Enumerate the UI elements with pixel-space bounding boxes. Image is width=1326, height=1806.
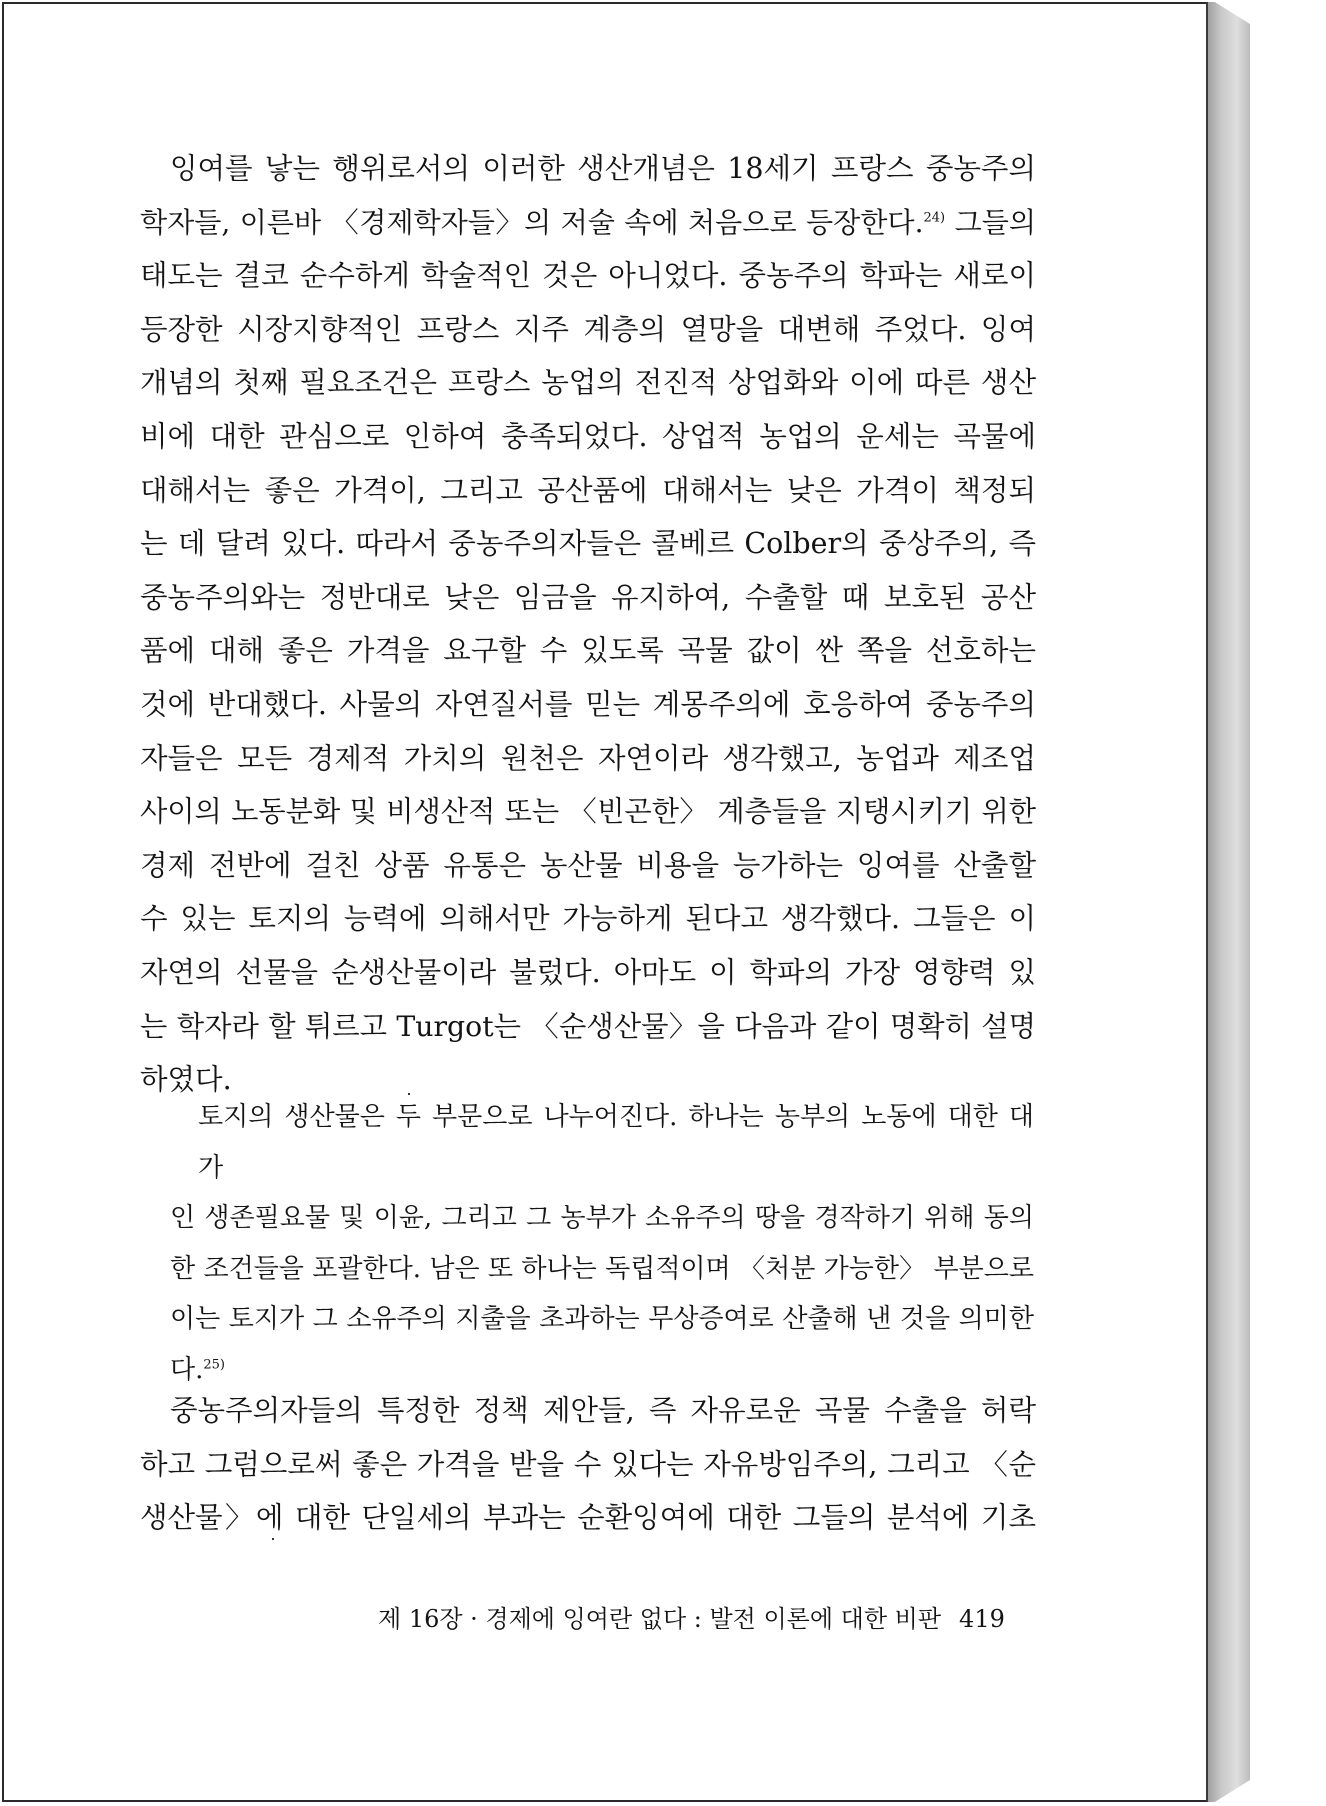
text-line: 자들은 모든 경제적 가치의 원천은 자연이라 생각했고, 농업과 제조업	[140, 741, 1036, 775]
text-line: 는 학자라 할 튀르고 Turgot는 〈순생산물〉을 다음과 같이 명확히 설명	[140, 1009, 1036, 1043]
text-line	[140, 196, 1036, 250]
text-line: 태도는 결코 순수하게 학술적인 것은 아니었다. 중농주의 학파는 새로이	[140, 259, 1036, 293]
block-quote	[170, 1092, 1034, 1396]
text-line: 품에 대해 좋은 가격을 요구할 수 있도록 곡물 값이 싼 쪽을 선호하는	[140, 634, 1036, 668]
running-footer	[378, 1601, 1008, 1637]
quote-line: 인 생존필요물 및 이윤, 그리고 그 농부가 소유주의 땅을 경작하기 위해 동의	[170, 1203, 1034, 1234]
text-line: 개념의 첫째 필요조건은 프랑스 농업의 전진적 상업화와 이에 따른 생산	[140, 366, 1036, 400]
text-line: 중농주의와는 정반대로 낮은 임금을 유지하여, 수출할 때 보호된 공산	[140, 580, 1036, 614]
text-line-segment: 그들의	[954, 205, 1036, 239]
quote-line: 한 조건들을 포괄한다. 남은 또 하나는 독립적이며 〈처분 가능한〉 부분으로	[170, 1253, 1034, 1284]
footnote-marker-24: 24)	[923, 210, 946, 226]
scan-speck	[408, 1093, 410, 1095]
text-line: 사이의 노동분화 및 비생산적 또는 〈빈곤한〉 계층들을 지탱시키기 위한	[140, 795, 1036, 829]
text-line: 경제 전반에 걸친 상품 유통은 농산물 비용을 능가하는 잉여를 산출할	[140, 848, 1036, 882]
text-line: 하고 그럼으로써 좋은 가격을 받을 수 있다는 자유방임주의, 그리고 〈순	[140, 1447, 1036, 1481]
text-line: 는 데 달려 있다. 따라서 중농주의자들은 콜베르 Colber의 중상주의, 즉	[140, 527, 1036, 561]
footnote-marker-25: 25)	[203, 1357, 226, 1373]
text-line: 자연의 선물을 순생산물이라 불렀다. 아마도 이 학파의 가장 영향력 있	[140, 955, 1036, 989]
body-paragraph-1	[140, 142, 1036, 1107]
text-line: 하였다.	[140, 1063, 232, 1097]
text-line: 잉여를 낳는 행위로서의 이러한 생산개념은 18세기 프랑스 중농주의	[170, 152, 1036, 185]
text-line: 등장한 시장지향적인 프랑스 지주 계층의 열망을 대변해 주었다. 잉여	[140, 312, 1036, 346]
page-stack-edge	[1206, 2, 1250, 1802]
quote-line: 토지의 생산물은 두 부문으로 나누어진다. 하나는 농부의 노동에 대한 대가	[198, 1102, 1034, 1183]
page-number: 419	[959, 1605, 1005, 1633]
text-line: 대해서는 좋은 가격이, 그리고 공산품에 대해서는 낮은 가격이 책정되	[140, 473, 1036, 507]
text-line: 것에 반대했다. 사물의 자연질서를 믿는 계몽주의에 호응하여 중농주의	[140, 687, 1036, 721]
quote-line: 이는 토지가 그 소유주의 지출을 초과하는 무상증여로 산출해 낸 것을 의미한	[170, 1304, 1034, 1335]
quote-line-segment: 다.	[170, 1354, 204, 1385]
text-line: 중농주의자들의 특정한 정책 제안들, 즉 자유로운 곡물 수출을 허락	[170, 1394, 1036, 1427]
scan-speck	[272, 1538, 274, 1540]
text-line: 생산물〉에 대한 단일세의 부과는 순환잉여에 대한 그들의 분석에 기초	[140, 1501, 1036, 1535]
text-line-segment: 학자들, 이른바 〈경제학자들〉의 저술 속에 처음으로 등장한다.	[140, 205, 924, 239]
running-head-text: 제 16장 · 경제에 잉여란 없다 : 발전 이론에 대한 비판	[378, 1605, 942, 1633]
page-edge-line	[1206, 2, 1208, 1802]
text-line: 비에 대한 관심으로 인하여 충족되었다. 상업적 농업의 운세는 곡물에	[140, 419, 1036, 453]
text-line: 수 있는 토지의 능력에 의해서만 가능하게 된다고 생각했다. 그들은 이	[140, 902, 1036, 936]
body-paragraph-2	[140, 1384, 1036, 1545]
